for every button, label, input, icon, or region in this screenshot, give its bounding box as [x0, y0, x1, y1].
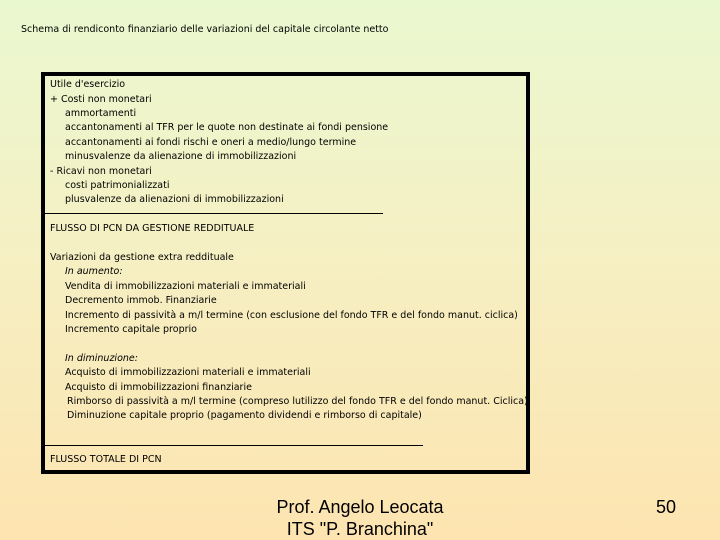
cash-flow-schema-box	[41, 72, 530, 474]
line-plusvalenze: plusvalenze da alienazioni di immobilizzazioni	[65, 194, 284, 205]
label-in-aumento: In aumento:	[65, 266, 123, 277]
page-number: 50	[656, 497, 677, 517]
increase-item: Vendita di immobilizzazioni materiali e immateriali	[65, 281, 306, 292]
total-gestione-reddituale: FLUSSO DI PCN DA GESTIONE REDDITUALE	[50, 223, 255, 234]
line-ammortamenti: ammortamenti	[65, 108, 137, 119]
line-accantonamenti-tfr: accantonamenti al TFR per le quote non destinate ai fondi pensione	[65, 122, 389, 133]
line-utile: Utile d'esercizio	[50, 79, 126, 90]
decrease-item: Rimborso di passività a m/l termine (compreso lutilizzo del fondo TFR e del fondo manut. Ciclica)	[67, 396, 528, 407]
line-costi-non-monetari: + Costi non monetari	[50, 94, 152, 105]
decrease-item: Acquisto di immobilizzazioni materiali e immateriali	[65, 367, 311, 378]
divider	[45, 445, 423, 446]
footer-school: ITS "P. Branchina"	[286, 519, 434, 539]
label-in-diminuzione: In diminuzione:	[65, 353, 138, 364]
total-flusso-pcn: FLUSSO TOTALE DI PCN	[50, 454, 162, 465]
divider	[45, 213, 383, 214]
line-minusvalenze: minusvalenze da alienazione di immobilizzazioni	[65, 151, 297, 162]
footer-author: Prof. Angelo Leocata	[276, 497, 444, 517]
line-ricavi-non-monetari: - Ricavi non monetari	[50, 166, 152, 177]
heading-extra-reddituale: Variazioni da gestione extra reddituale	[50, 252, 234, 263]
slide-title: Schema di rendiconto finanziario delle variazioni del capitale circolante netto	[21, 24, 389, 35]
line-costi-patrimonializzati: costi patrimonializzati	[65, 180, 170, 191]
increase-item: Incremento capitale proprio	[65, 324, 197, 335]
increase-item: Incremento di passività a m/l termine (con esclusione del fondo TFR e del fondo manut. ciclica)	[65, 310, 518, 321]
line-accantonamenti-fondi-rischi: accantonamenti ai fondi rischi e oneri a medio/lungo termine	[65, 137, 357, 148]
footer-credits	[250, 496, 470, 540]
decrease-item: Acquisto di immobilizzazioni finanziarie	[65, 382, 252, 393]
increase-item: Decremento immob. Finanziarie	[65, 295, 217, 306]
decrease-item: Diminuzione capitale proprio (pagamento dividendi e rimborso di capitale)	[67, 410, 422, 421]
